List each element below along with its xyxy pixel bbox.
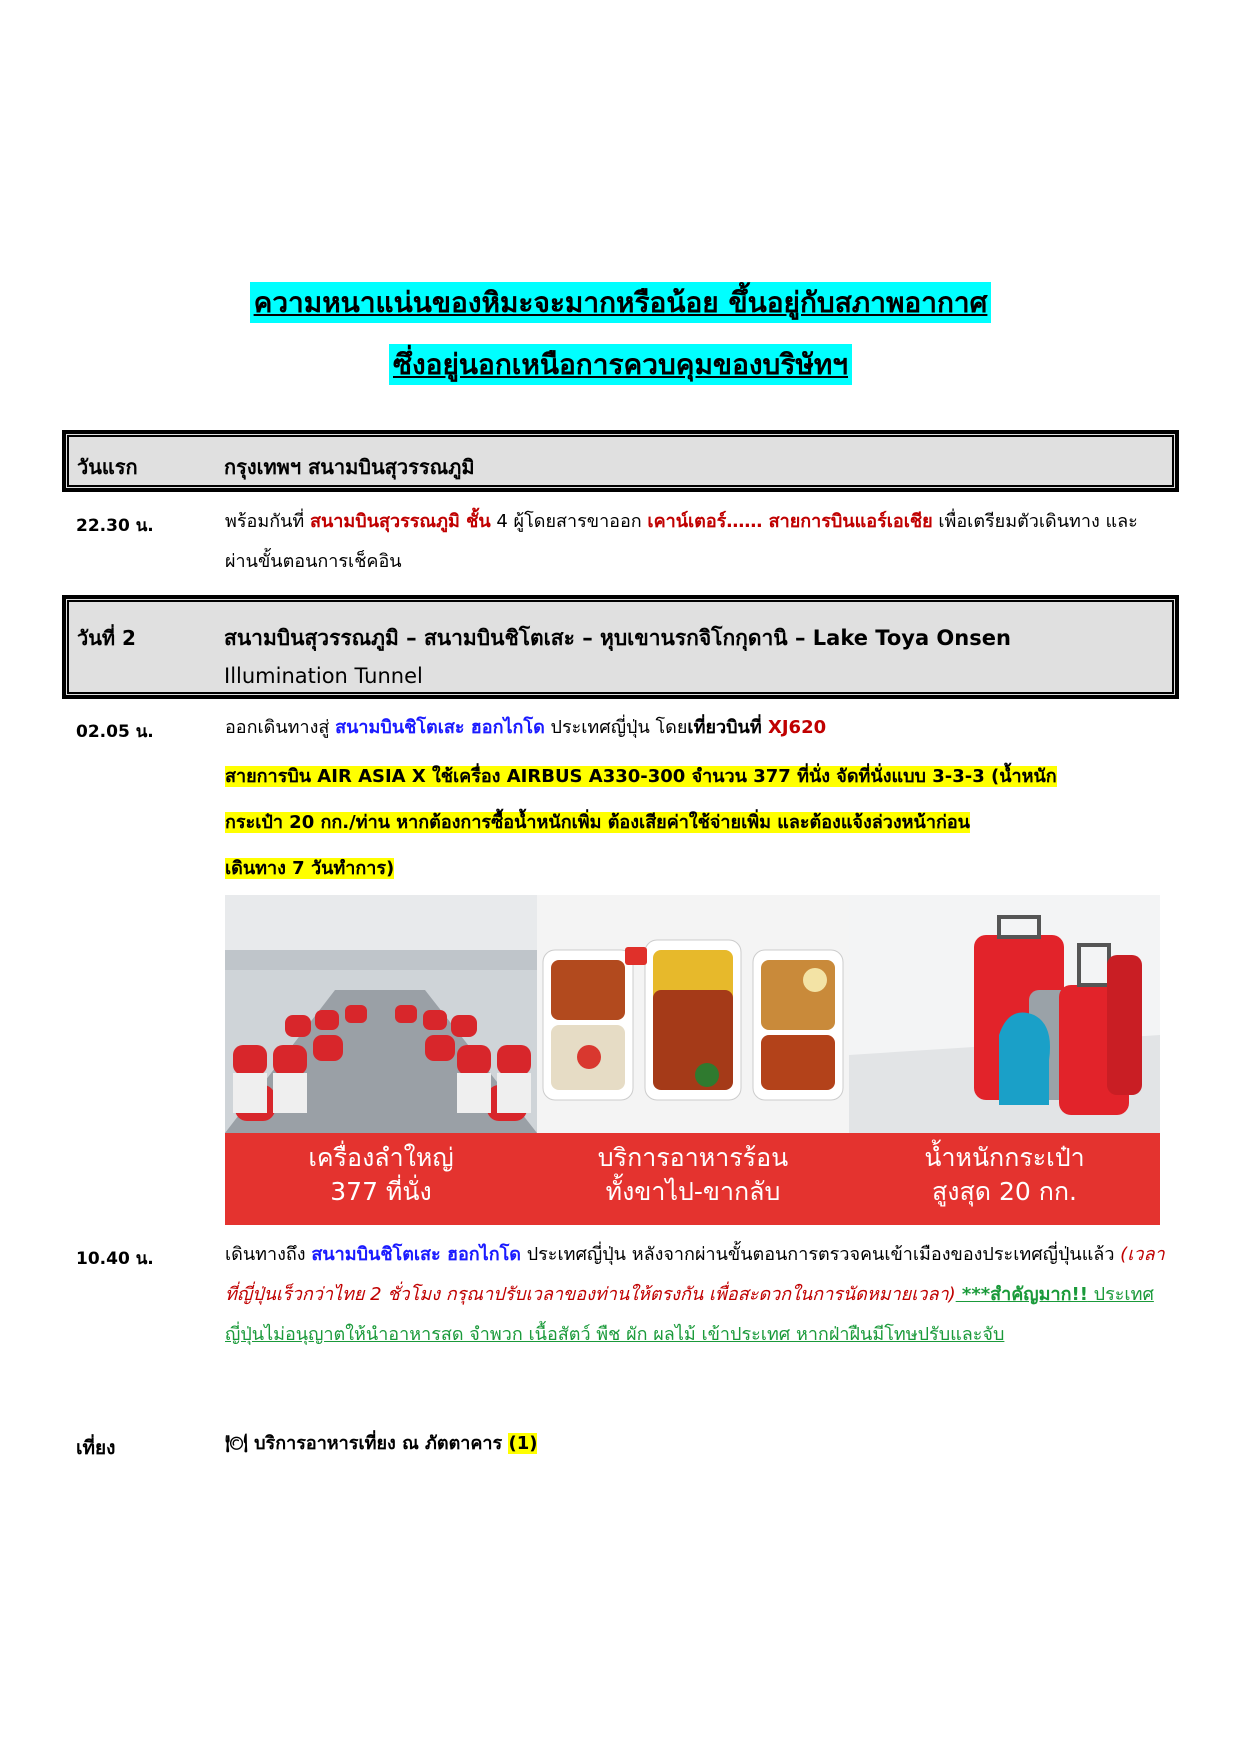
time-0205: 02.05 น.	[76, 722, 154, 742]
meal-number: (1)	[508, 1433, 538, 1454]
arrival-paragraph: เดินทางถึง สนามบินชิโตเสะ ฮอกไกโด ประเทศญี่ปุ่น หลังจากผ่านขั้นตอนการตรวจคนเข้าเมืองของประเทศญี่ปุ่นแล้ว (เวลาที่ญี่ปุ่นเร็วกว่าไทย 2 ชั่วโมง กรุณาปรับเวลาของท่านให้ตรงกัน เพื่อสะดวกในการนัดหมายเวลา) ***สำคัญมาก!! ประเทศญี่ปุ่นไม่อนุญาตให้นำอาหารสด จำพวก เนื้อสัตว์ พืช ผัก ผลไม้ เข้าประเทศ หากฝ่าฝืนมีโทษปรับและจับ	[225, 1244, 1165, 1345]
notice-line-2: ซึ่งอยู่นอกเหนือการควบคุมของบริษัทฯ	[0, 342, 1241, 388]
day-2-title-line-2: Illumination Tunnel	[224, 664, 423, 688]
promo-caption-seats: เครื่องลำใหญ่ 377 ที่นั่ง	[308, 1143, 454, 1206]
lunch-label: เที่ยง	[76, 1437, 116, 1459]
lunch-line: 🍽 บริการอาหารเที่ยง ณ ภัตตาคาร (1)	[225, 1433, 538, 1454]
time-1040: 10.40 น.	[76, 1249, 154, 1269]
day-1-paragraph: พร้อมกันที่ สนามบินสุวรรณภูมิ ชั้น 4 ผู้โดยสารขาออก เคาน์เตอร์…… สายการบินแอร์เอเชีย เพื่อเตรียมตัวเดินทาง และผ่านขั้นตอนการเช็คอิน	[225, 511, 1138, 572]
day-2-title-line-1: สนามบินสุวรรณภูมิ – สนามบินชิโตเสะ – หุบเขานรกจิโกกุดานิ – Lake Toya Onsen	[224, 626, 1011, 650]
departure-line: ออกเดินทางสู่ สนามบินชิโตเสะ ฮอกไกโด ประเทศญี่ปุ่น โดยเที่ยวบินที่ XJ620	[225, 717, 827, 738]
notice-line-1: ความหนาแน่นของหิมะจะมากหรือน้อย ขึ้นอยู่กับสภาพอากาศ	[0, 280, 1241, 326]
cabin-photo	[225, 895, 537, 1133]
time-2230: 22.30 น.	[76, 516, 154, 536]
airline-info-highlight: สายการบิน AIR ASIA X ใช้เครื่อง AIRBUS A330-300 จำนวน 377 ที่นั่ง จัดที่นั่งแบบ 3-3-3 (น้ำหนัก กระเป๋า 20 กก./ท่าน หากต้องการซื้อน้ำหนักเพิ่ม ต้องเสียค่าใช้จ่ายเพิ่ม และต้องแจ้งล่วงหน้าก่อน เดินทาง 7 วันทำการ)	[225, 766, 1057, 879]
day-1-header	[64, 432, 1177, 490]
dining-icon: 🍽	[225, 1433, 248, 1454]
promo-caption-luggage: น้ำหนักกระเป๋า สูงสุด 20 กก.	[924, 1143, 1085, 1206]
flight-number: XJ620	[767, 717, 827, 738]
day-1-label: วันแรก	[77, 455, 138, 479]
day-2-header	[64, 597, 1177, 697]
promo-caption-meals: บริการอาหารร้อน ทั้งขาไป-ขากลับ	[597, 1143, 789, 1206]
day-2-label: วันที่ 2	[77, 626, 136, 650]
luggage-photo	[849, 895, 1160, 1133]
meals-photo	[537, 895, 849, 1133]
airasia-promo-banner	[225, 895, 1160, 1225]
day-1-title: กรุงเทพฯ สนามบินสุวรรณภูมิ	[224, 455, 475, 479]
